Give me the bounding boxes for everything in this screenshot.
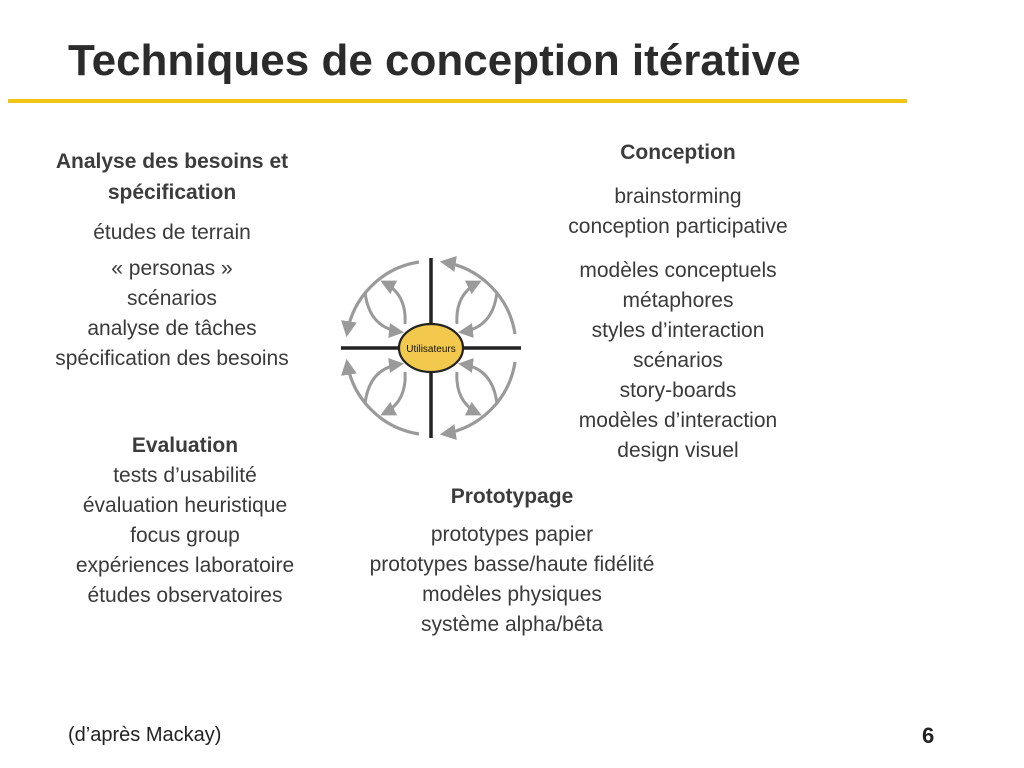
conception-item: design visuel (617, 439, 739, 462)
analyse-item: spécification des besoins (55, 347, 289, 370)
users-center-label: Utilisateurs (406, 344, 456, 355)
evaluation-item: focus group (130, 524, 240, 547)
prototypage-item: système alpha/bêta (420, 613, 604, 636)
analyse-item: « personas » (111, 257, 233, 280)
conception-item: modèles d’interaction (578, 409, 778, 432)
prototypage-item: prototypes basse/haute fidélité (369, 553, 655, 576)
evaluation-block (55, 431, 315, 611)
outer-arrow-top-right (443, 262, 515, 334)
slide-title: Techniques de conception itérative (68, 36, 801, 85)
page-number: 6 (922, 723, 935, 748)
analyse-item: analyse de tâches (87, 317, 257, 340)
conception-block (540, 138, 816, 466)
prototypage-item: modèles physiques (422, 583, 602, 606)
conception-item: brainstorming (614, 185, 742, 208)
prototypage-block (352, 482, 672, 640)
outer-arrow-top-left (347, 262, 419, 334)
evaluation-item: tests d’usabilité (113, 464, 257, 487)
analyse-item: études de terrain (93, 221, 251, 244)
prototypage-item: prototypes papier (430, 523, 594, 546)
analyse-block (38, 146, 306, 374)
prototypage-heading: Prototypage (450, 485, 574, 508)
evaluation-item: études observatoires (87, 584, 283, 607)
source-note: (d’après Mackay) (68, 724, 222, 746)
analyse-heading-line1: Analyse des besoins et (55, 150, 289, 173)
conception-heading: Conception (620, 141, 736, 164)
analyse-item: scénarios (127, 287, 217, 310)
conception-item: métaphores (622, 289, 734, 312)
conception-item: conception participative (568, 215, 788, 238)
evaluation-item: évaluation heuristique (82, 494, 288, 517)
iterative-cycle-diagram (335, 252, 527, 444)
conception-item: story-boards (619, 379, 737, 402)
evaluation-item: expériences laboratoire (75, 554, 295, 577)
outer-arrow-bottom-right (443, 362, 515, 434)
conception-item: styles d’interaction (591, 319, 765, 342)
outer-arrow-bottom-left (347, 362, 419, 434)
conception-item: scénarios (633, 349, 723, 372)
conception-item: modèles conceptuels (579, 259, 777, 282)
analyse-heading-line2: spécification (107, 181, 237, 204)
title-underline (8, 99, 907, 103)
evaluation-heading: Evaluation (131, 434, 239, 457)
